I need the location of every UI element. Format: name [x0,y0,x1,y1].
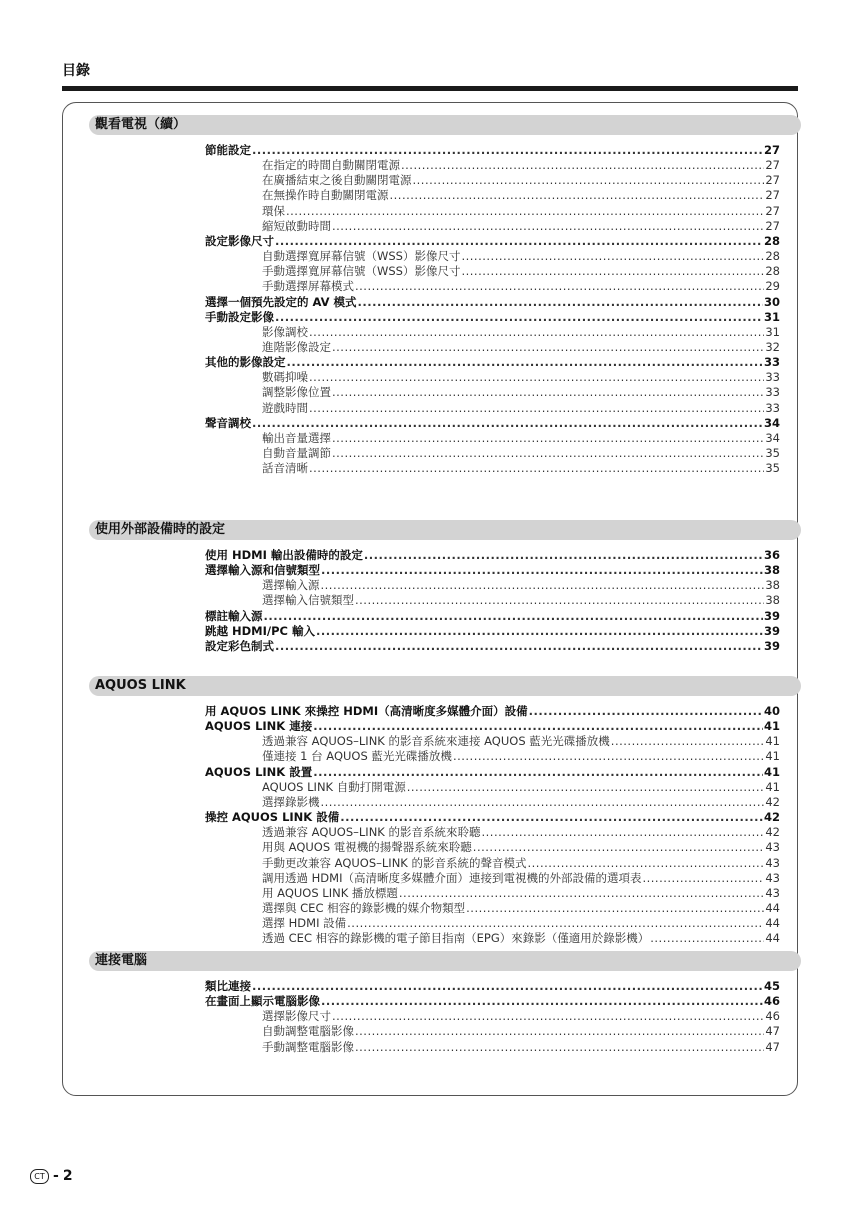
toc-entry-label: 選擇輸入源 [262,578,320,593]
dot-leader [461,264,764,279]
dot-leader [252,416,763,431]
toc-entry[interactable] [205,609,780,624]
dot-leader [321,994,763,1009]
toc-entry[interactable] [205,143,780,158]
toc-entry-label: 設定彩色制式 [205,638,274,653]
dot-leader [309,325,764,340]
toc-entry-page: 35 [765,461,780,476]
toc-entry-label: 環保 [262,203,285,218]
toc-entry-label: 手動選擇寬屏幕信號（WSS）影像尺寸 [262,264,461,279]
toc-entry-page: 35 [765,446,780,460]
toc-entry-label: 在畫面上顯示電腦影像 [205,994,320,1009]
toc-entry-label: 透過兼容 AQUOS–LINK 的影音系統來聆聽 [262,825,481,840]
toc-entry-label: AQUOS LINK 自動打開電源 [262,779,406,794]
dot-leader [407,780,765,795]
toc-entry-page: 30 [763,294,780,309]
dot-leader [355,1040,764,1055]
page-number: 2 [62,1168,73,1184]
toc-entry-page: 39 [763,608,780,623]
toc-entry-page: 27 [765,218,780,233]
toc-entry-label: 在廣播結束之後自動關閉電源 [262,173,412,188]
toc-entry-page: 28 [765,249,780,264]
toc-entry[interactable] [205,563,780,578]
toc-entry[interactable] [205,810,780,825]
toc-entry[interactable] [205,994,780,1009]
toc-subentry[interactable] [262,901,780,916]
toc-entry-page: 44 [765,900,780,915]
dot-leader [286,204,764,219]
dot-leader [529,704,763,719]
dot-leader [453,749,764,764]
toc-subentry[interactable] [262,385,780,400]
toc-entry-label: 調用透過 HDMI（高清晰度多媒體介面）連接到電視機的外部設備的選項表 [262,870,642,885]
dot-leader [355,1024,764,1039]
dot-leader [316,624,763,639]
dot-leader [642,871,764,886]
toc-subentry[interactable] [262,1024,780,1039]
toc-entry-label: 自動選擇寬屏幕信號（WSS）影像尺寸 [262,249,461,264]
toc-subentry[interactable] [262,780,780,795]
dot-leader [275,234,763,249]
toc-entry-page: 42 [765,794,780,809]
toc-entry-label: 手動選擇屏幕模式 [262,279,354,294]
dot-leader [321,563,763,578]
toc-entry-label: 輸出音量選擇 [262,430,331,445]
toc-entry-label: 用 AQUOS LINK 來操控 HDMI（高清晰度多媒體介面）設備 [205,704,528,718]
toc-entry[interactable] [205,639,780,654]
toc-entry-page: 40 [763,704,780,718]
toc-entry-label: 選擇一個預先設定的 AV 模式 [205,294,357,309]
toc-entry-label: 數碼抑噪 [262,370,308,385]
toc-subentry[interactable] [262,578,780,593]
toc-subentry[interactable] [262,916,780,931]
dot-leader [358,295,763,310]
toc-entry-page: 43 [765,855,780,870]
toc-entry-page: 32 [765,339,780,354]
toc-entry-page: 33 [765,400,780,415]
toc-entry-page: 36 [763,548,780,562]
dot-leader [355,279,764,294]
toc-entry-label: 節能設定 [205,143,251,157]
toc-entry-page: 28 [765,264,780,279]
header-rule [62,86,798,91]
toc-entry[interactable] [205,979,780,994]
toc-subentry[interactable] [262,431,780,446]
toc-entry-page: 45 [763,979,780,993]
dot-leader [252,979,763,994]
toc-entry-page: 43 [765,870,780,885]
toc-entry-label: 手動調整電腦影像 [262,1039,354,1054]
toc-entry-label: 聲音調校 [205,415,251,430]
toc-entry-label: 設定影像尺寸 [205,233,274,248]
dot-leader [650,931,764,946]
toc-entry-page: 28 [763,233,780,248]
toc-entry-page: 33 [765,385,780,400]
section-title: 使用外部設備時的設定 [95,522,226,537]
toc-entry-page: 27 [765,173,780,188]
toc-entry[interactable] [205,704,780,719]
toc-entry-page: 42 [765,825,780,840]
toc-subentry[interactable] [262,461,780,476]
dot-leader [332,219,764,234]
toc-entry-page: 39 [763,623,780,638]
toc-entry-page: 27 [765,188,780,203]
toc-entry-page: 27 [765,203,780,218]
dot-leader [401,158,764,173]
toc-entry-label: 手動設定影像 [205,309,274,324]
toc-entry-label: 手動更改兼容 AQUOS–LINK 的影音系統的聲音模式 [262,855,527,870]
dot-leader [340,810,763,825]
toc-entry-label: 跳越 HDMI/PC 輸入 [205,623,315,638]
dot-leader [332,340,764,355]
toc-entry-label: AQUOS LINK 連接 [205,719,313,734]
dot-leader [321,795,765,810]
toc-entry-page: 38 [765,593,780,608]
toc-entry-page: 43 [765,885,780,900]
dot-leader [466,901,764,916]
dot-leader [332,446,764,461]
dot-leader [309,401,764,416]
section-band [89,676,801,696]
toc-entry-page: 41 [763,719,780,734]
toc-entry-page: 31 [763,309,780,324]
toc-subentry[interactable] [262,401,780,416]
dot-leader [309,370,764,385]
toc-subentry[interactable] [262,173,780,188]
page-footer [30,1168,73,1184]
toc-entry[interactable] [205,624,780,639]
dot-leader [461,249,764,264]
toc-subentry[interactable] [262,204,780,219]
toc-entry-page: 34 [765,430,780,445]
toc-entry-label: 僅連接 1 台 AQUOS 藍光光碟播放機 [262,749,452,764]
toc-entry[interactable] [205,295,780,310]
dot-leader [275,639,763,654]
dot-leader [611,734,765,749]
toc-entry-page: 31 [765,324,780,339]
toc-subentry[interactable] [262,931,780,946]
toc-subentry[interactable] [262,593,780,608]
toc-entry-page: 41 [763,764,780,779]
toc-entry-label: 用 AQUOS LINK 播放標題 [262,885,398,900]
toc-entry-label: 透過 CEC 相容的錄影機的電子節目指南（EPG）來錄影（僅適用於錄影機） [262,931,650,946]
toc-subentry[interactable] [262,325,780,340]
dot-leader [347,916,764,931]
toc-entry-page: 39 [763,638,780,653]
toc-entry-label: 自動音量調節 [262,446,331,460]
toc-entry-label: 選擇與 CEC 相容的錄影機的媒介物類型 [262,900,466,915]
toc-entry-page: 27 [763,143,780,157]
toc-entry-label: AQUOS LINK 設置 [205,764,313,779]
toc-entry-label: 選擇錄影機 [262,794,320,809]
toc-entry-page: 34 [763,415,780,430]
section-band [89,951,801,971]
toc-entry-label: 話音清晰 [262,461,308,476]
toc-entry[interactable] [205,234,780,249]
dot-leader [275,310,763,325]
dot-leader [252,143,763,158]
toc-subentry[interactable] [262,264,780,279]
toc-subentry[interactable] [262,749,780,764]
toc-entry-page: 38 [765,578,780,593]
toc-entry-label: 調整影像位置 [262,385,331,400]
toc-entry-page: 41 [765,749,780,764]
toc-entry-label: 選擇輸入源和信號類型 [205,563,320,578]
toc-subentry[interactable] [262,446,780,461]
dot-leader [321,578,765,593]
toc-subentry[interactable] [262,825,780,840]
dot-leader [287,355,763,370]
toc-entry-label: 操控 AQUOS LINK 設備 [205,810,340,825]
toc-entry-page: 27 [765,158,780,173]
toc-subentry[interactable] [262,856,780,871]
toc-subentry[interactable] [262,340,780,355]
toc-entry-label: 影像調校 [262,324,308,339]
dot-leader [313,719,763,734]
dot-leader [390,188,765,203]
toc-entry[interactable] [205,310,780,325]
dot-leader [309,461,764,476]
toc-entry-label: 使用 HDMI 輸出設備時的設定 [205,548,363,562]
toc-entry-page: 47 [765,1039,780,1054]
dot-leader [313,765,763,780]
toc-entry-label: 縮短啟動時間 [262,218,331,233]
toc-entry-page: 46 [763,994,780,1009]
page-title: 目錄 [62,63,90,79]
language-badge-icon: CT [30,1169,49,1184]
footer-separator: - [53,1168,59,1184]
toc-entry-label: 選擇輸入信號類型 [262,593,354,608]
dot-leader [332,1009,764,1024]
dot-leader [399,886,764,901]
toc-entry-label: 自動調整電腦影像 [262,1024,354,1039]
toc-entry-label: 選擇 HDMI 設備 [262,916,347,931]
dot-leader [473,840,765,855]
section-title: 連接電腦 [95,953,148,968]
toc-subentry[interactable] [262,249,780,264]
toc-entry[interactable] [205,416,780,431]
toc-entry-page: 43 [765,840,780,855]
toc-subentry[interactable] [262,1009,780,1024]
toc-entry[interactable] [205,548,780,563]
toc-entry-page: 33 [763,355,780,370]
toc-subentry[interactable] [262,840,780,855]
toc-subentry[interactable] [262,370,780,385]
toc-entry-label: 其他的影像設定 [205,355,286,370]
dot-leader [482,825,765,840]
toc-subentry[interactable] [262,188,780,203]
toc-entry-label: 在指定的時間自動關閉電源 [262,158,400,173]
toc-frame [62,102,798,1096]
toc-entry[interactable] [205,355,780,370]
section-title: 觀看電視（續） [95,117,187,132]
dot-leader [528,856,765,871]
toc-entry-label: 選擇影像尺寸 [262,1009,331,1024]
toc-subentry[interactable] [262,795,780,810]
toc-entry-label: 類比連接 [205,979,251,993]
section-band [89,115,801,135]
toc-entry-label: 遊戲時間 [262,400,308,415]
toc-entry[interactable] [205,765,780,780]
toc-entry[interactable] [205,719,780,734]
toc-subentry[interactable] [262,219,780,234]
toc-entry-label: 在無操作時自動關閉電源 [262,188,389,203]
toc-subentry[interactable] [262,734,780,749]
toc-entry-page: 41 [765,734,780,749]
toc-subentry[interactable] [262,886,780,901]
toc-entry-page: 29 [765,279,780,294]
toc-entry-page: 33 [765,370,780,385]
section-title: AQUOS LINK [95,678,186,693]
toc-subentry[interactable] [262,279,780,294]
toc-subentry[interactable] [262,1040,780,1055]
toc-entry-page: 46 [765,1009,780,1024]
toc-entry-label: 標註輸入源 [205,608,263,623]
toc-entry-page: 44 [765,931,780,946]
toc-entry-label: 用與 AQUOS 電視機的揚聲器系統來聆聽 [262,840,472,855]
toc-subentry[interactable] [262,871,780,886]
toc-entry-label: 透過兼容 AQUOS–LINK 的影音系統來連接 AQUOS 藍光光碟播放機 [262,734,610,749]
toc-entry-page: 47 [765,1024,780,1039]
dot-leader [332,431,764,446]
toc-entry-page: 38 [763,563,780,578]
toc-entry-page: 42 [763,810,780,825]
dot-leader [332,385,764,400]
toc-entry-label: 進階影像設定 [262,339,331,354]
dot-leader [264,609,763,624]
toc-entry-page: 41 [765,779,780,794]
dot-leader [413,173,765,188]
toc-subentry[interactable] [262,158,780,173]
toc-entry-page: 44 [765,916,780,931]
dot-leader [355,593,764,608]
dot-leader [364,548,763,563]
